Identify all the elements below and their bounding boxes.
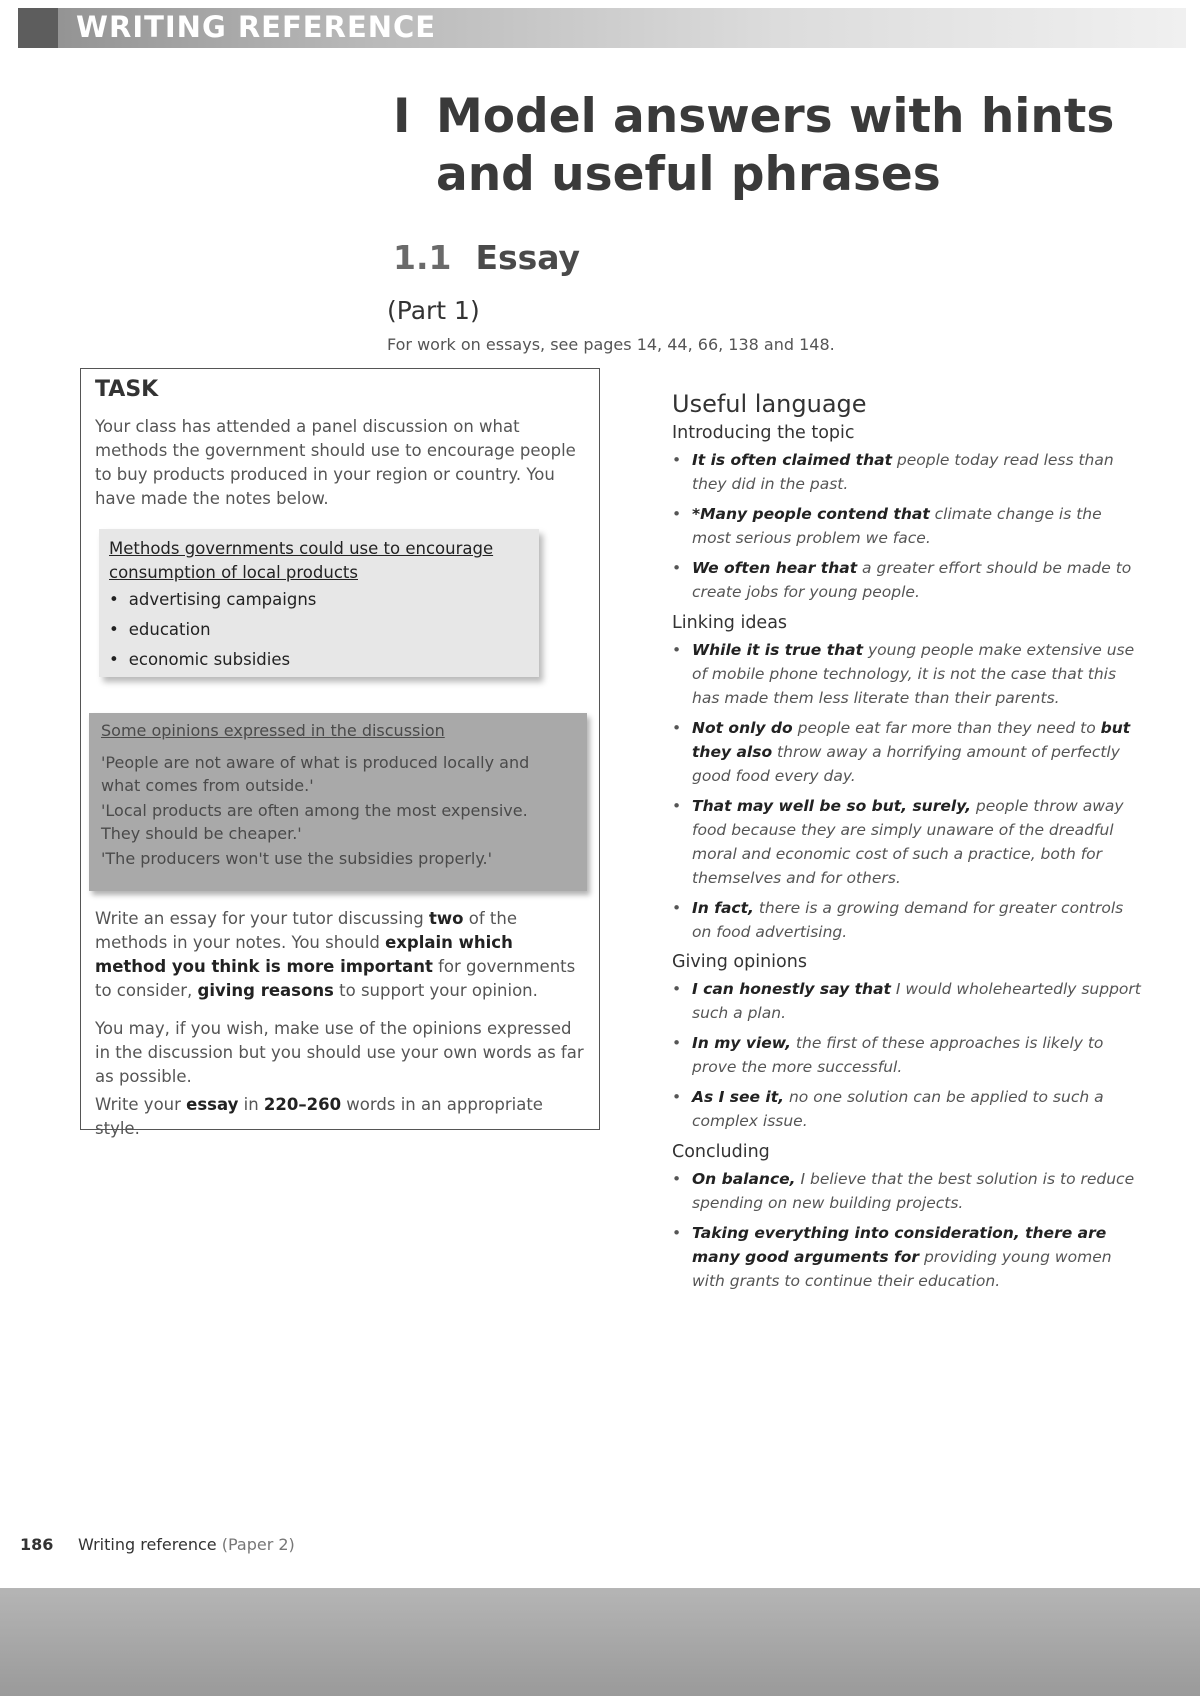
phrase-item: • In my view, the first of these approaches is likely to prove the more successful. xyxy=(672,1034,1104,1076)
task-instruction-opinions: You may, if you wish, make use of the opinions expressed in the discussion but you should use your own words as far as possible. xyxy=(95,1019,584,1086)
subheading-linking: Linking ideas xyxy=(672,613,788,633)
opinion-quote: 'Local products are often among the most expensive. They should be cheaper.' xyxy=(101,801,528,843)
notes-item: • advertising campaigns xyxy=(109,585,316,615)
notes-item: • education xyxy=(109,615,316,645)
instr-bold: explain which method you think is more important xyxy=(95,933,513,976)
instr-text: in xyxy=(238,1095,264,1114)
subheading-introducing: Introducing the topic xyxy=(672,423,855,443)
opinion-quote: 'The producers won't use the subsidies properly.' xyxy=(101,849,493,868)
notes-list xyxy=(109,585,316,675)
section-title xyxy=(393,238,580,277)
phrase-item: • As I see it, no one solution can be applied to such a complex issue. xyxy=(672,1088,1104,1130)
unit-number: I xyxy=(393,89,411,144)
subheading-opinions: Giving opinions xyxy=(672,952,807,972)
unit-title-text: Model answers with hints and useful phrases xyxy=(436,89,1115,202)
section-number: 1.1 xyxy=(393,238,452,277)
footer-paper: (Paper 2) xyxy=(221,1535,295,1554)
bottom-band xyxy=(0,1588,1200,1696)
phrase-item: • *Many people contend that climate change is the most serious problem we face. xyxy=(672,505,1102,547)
task-instruction-main xyxy=(95,907,585,1003)
notes-item: • economic subsidies xyxy=(109,645,316,675)
header-block xyxy=(18,8,58,48)
instr-text: Write an essay for your tutor discussing xyxy=(95,909,430,928)
opinions-card xyxy=(89,713,587,891)
instr-text: of the methods in your notes. You should xyxy=(95,909,517,952)
instr-bold: two xyxy=(429,909,464,928)
footer-title xyxy=(78,1535,295,1554)
phrase-item: • That may well be so but, surely, people throw away food because they are simply unaware of the dreadful moral and economic cost of such a practice, both for themselves and for others. xyxy=(672,797,1124,887)
footer-title-text: Writing reference xyxy=(78,1535,217,1554)
opinions-heading: Some opinions expressed in the discussion xyxy=(101,721,445,740)
task-box xyxy=(80,368,600,1138)
task-heading: TASK xyxy=(95,377,159,402)
writing-reference-header xyxy=(18,8,1186,48)
instr-bold: giving reasons xyxy=(197,981,334,1000)
instr-text: to support your opinion. xyxy=(333,981,538,1000)
phrase-item: • While it is true that young people make extensive use of mobile phone technology, it is not the case that this has made them less literate than their parents. xyxy=(672,641,1135,707)
phrase-item: • Not only do people eat far more than they need to but they also throw away a horrifying amount of perfectly good food every day. xyxy=(672,719,1131,785)
header-label: WRITING REFERENCE xyxy=(76,10,437,44)
opinion-quote: 'People are not aware of what is produced locally and what comes from outside.' xyxy=(101,753,530,795)
part-label: (Part 1) xyxy=(387,296,480,325)
phrase-item: • We often hear that a greater effort should be made to create jobs for young people. xyxy=(672,559,1132,601)
instr-text: Write your xyxy=(95,1095,187,1114)
instr-text: words in an appropriate style. xyxy=(95,1095,543,1138)
phrase-item: • It is often claimed that people today read less than they did in the past. xyxy=(672,451,1114,493)
unit-title xyxy=(393,88,1153,204)
notes-heading: Methods governments could use to encourage consumption of local products xyxy=(109,539,494,582)
useful-language-title: Useful language xyxy=(672,390,867,418)
phrase-item: • I can honestly say that I would wholeheartedly support such a plan. xyxy=(672,980,1141,1022)
instr-bold: 220–260 xyxy=(263,1095,342,1114)
page-number: 186 xyxy=(20,1535,54,1554)
phrase-item: • In fact, there is a growing demand for greater controls on food advertising. xyxy=(672,899,1124,941)
reference-note: For work on essays, see pages 14, 44, 66, 138 and 148. xyxy=(387,335,835,354)
task-instruction-length xyxy=(95,1093,585,1141)
section-title-text: Essay xyxy=(475,238,581,277)
instr-bold: essay xyxy=(186,1095,239,1114)
instr-text: for governments to consider, xyxy=(95,957,576,1000)
phrase-item: • Taking everything into consideration, there are many good arguments for providing young women with grants to continue their education. xyxy=(672,1224,1112,1290)
task-intro: Your class has attended a panel discussion on what methods the government should use to encourage people to buy products produced in your region or country. You have made the notes below. xyxy=(95,417,576,508)
phrase-item: • On balance, I believe that the best solution is to reduce spending on new building projects. xyxy=(672,1170,1135,1212)
subheading-concluding: Concluding xyxy=(672,1142,770,1162)
notes-card xyxy=(99,529,539,677)
